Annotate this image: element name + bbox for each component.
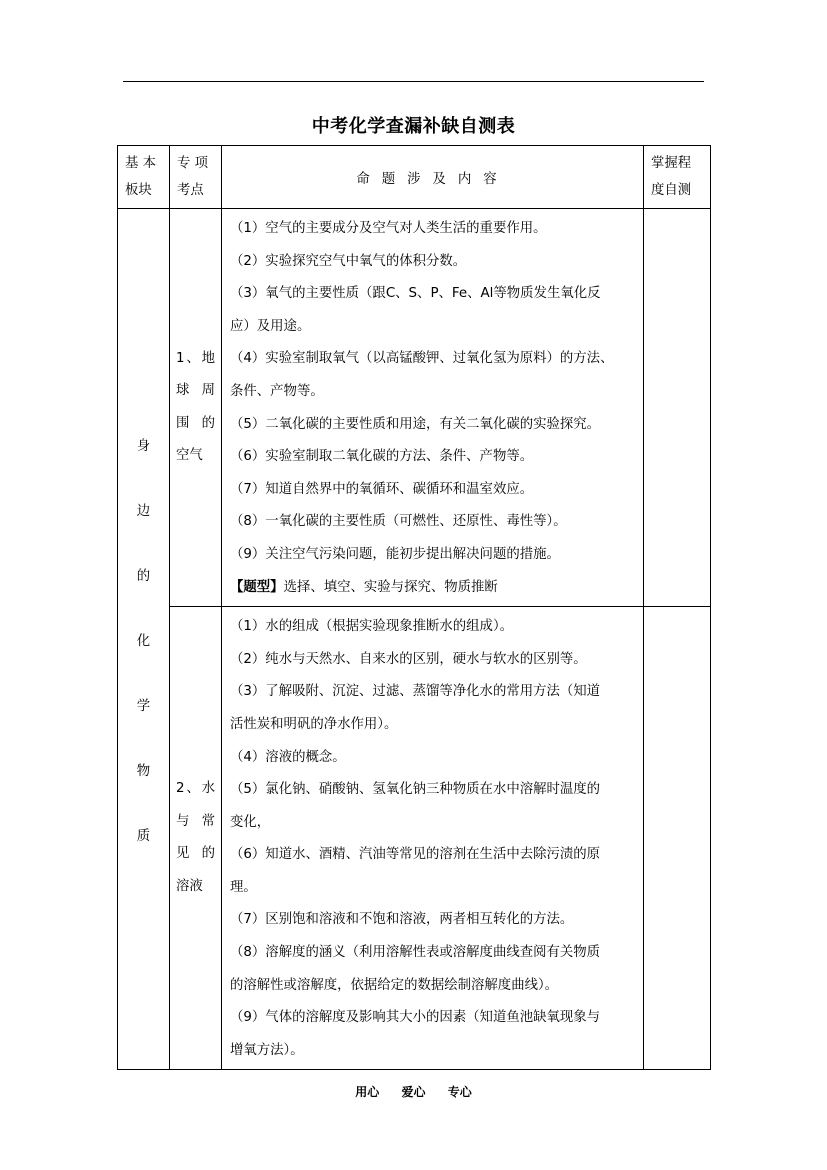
- question-type-line: [230, 572, 637, 605]
- header-rule: [123, 81, 704, 82]
- table-header-row: [118, 146, 711, 209]
- table-row: [118, 209, 711, 607]
- list-item: （6）知道水、酒精、汽油等常见的溶剂在生活中去除污渍的原: [230, 847, 601, 863]
- header-mastery: 掌握程 度自测: [644, 146, 711, 209]
- table-row: [118, 607, 711, 1070]
- list-item: 增氧方法）。: [230, 1042, 304, 1058]
- page-title: 中考化学查漏补缺自测表: [311, 116, 516, 137]
- list-item: （6）实验室制取二氧化碳的方法、条件、产物等。: [230, 449, 534, 465]
- item-list: [222, 209, 643, 606]
- footer-text: 爱心: [401, 1085, 426, 1099]
- list-item: （3）了解吸附、沉淀、过滤、蒸馏等净化水的常用方法（知道: [230, 684, 601, 700]
- topic-label: 1、地 球 周 围 的 空气: [176, 350, 215, 464]
- list-item: （4）溶液的概念。: [230, 749, 346, 765]
- mastery-cell: [644, 607, 711, 1070]
- list-item: （8）一氧化碳的主要性质（可燃性、还原性、毒性等）。: [230, 514, 567, 530]
- list-item: 变化，: [230, 814, 271, 830]
- item-list: [222, 607, 643, 1069]
- topic-cell-water: [170, 607, 222, 1070]
- list-item: （5）二氧化碳的主要性质和用途，有关二氧化碳的实验探究。: [230, 416, 601, 432]
- content-cell-water: [222, 607, 644, 1070]
- mastery-cell: [644, 209, 711, 607]
- content-cell-air: [222, 209, 644, 607]
- list-item: （2）实验探究空气中氧气的体积分数。: [230, 253, 467, 269]
- footer-text: 用心: [355, 1085, 380, 1099]
- question-type-tag: 【题型】: [230, 579, 284, 595]
- list-item: 应）及用途。: [230, 318, 311, 334]
- list-item: （3）氧气的主要性质（跟C、S、P、Fe、Al等物质发生氧化反: [230, 286, 601, 302]
- footer-text: 专心: [447, 1085, 472, 1099]
- header-content: 命题涉及内容: [222, 146, 644, 209]
- block-label: 身 边 的 化 学 物 质: [136, 439, 151, 845]
- question-type-text: 选择、填空、实验与探究、物质推断: [283, 579, 498, 595]
- list-item: 条件、产物等。: [230, 383, 324, 399]
- page-footer: [0, 1083, 827, 1100]
- header-basic-block: 基 本 板块: [118, 146, 170, 209]
- list-item: （9）气体的溶解度及影响其大小的因素（知道鱼池缺氧现象与: [230, 1010, 601, 1026]
- list-item: （1）水的组成（根据实验现象推断水的组成）。: [230, 619, 514, 635]
- list-item: 的溶解性或溶解度，依据给定的数据绘制溶解度曲线）。: [230, 977, 559, 993]
- list-item: （9）关注空气污染问题，能初步提出解决问题的措施。: [230, 546, 560, 562]
- topic-label: 2、水 与 常 见 的 溶液: [176, 781, 215, 894]
- self-test-table: [117, 145, 711, 1070]
- list-item: （4）实验室制取氧气（以高锰酸钾、过氧化氢为原料）的方法、: [230, 351, 614, 367]
- list-item: 活性炭和明矾的净水作用）。: [230, 716, 398, 732]
- list-item: （8）溶解度的涵义（利用溶解性表或溶解度曲线查阅有关物质: [230, 945, 601, 961]
- list-item: （5）氯化钠、硝酸钠、氢氧化钠三种物质在水中溶解时温度的: [230, 782, 601, 798]
- topic-cell-air: [170, 209, 222, 607]
- list-item: （7）知道自然界中的氧循环、碳循环和温室效应。: [230, 481, 534, 497]
- list-item: （7）区别饱和溶液和不饱和溶液，两者相互转化的方法。: [230, 912, 574, 928]
- list-item: 理。: [230, 879, 257, 895]
- block-cell: [118, 209, 170, 1070]
- list-item: （1）空气的主要成分及空气对人类生活的重要作用。: [230, 221, 547, 236]
- header-special-topic: 专 项 考点: [170, 146, 222, 209]
- list-item: （2）纯水与天然水、自来水的区别，硬水与软水的区别等。: [230, 651, 587, 667]
